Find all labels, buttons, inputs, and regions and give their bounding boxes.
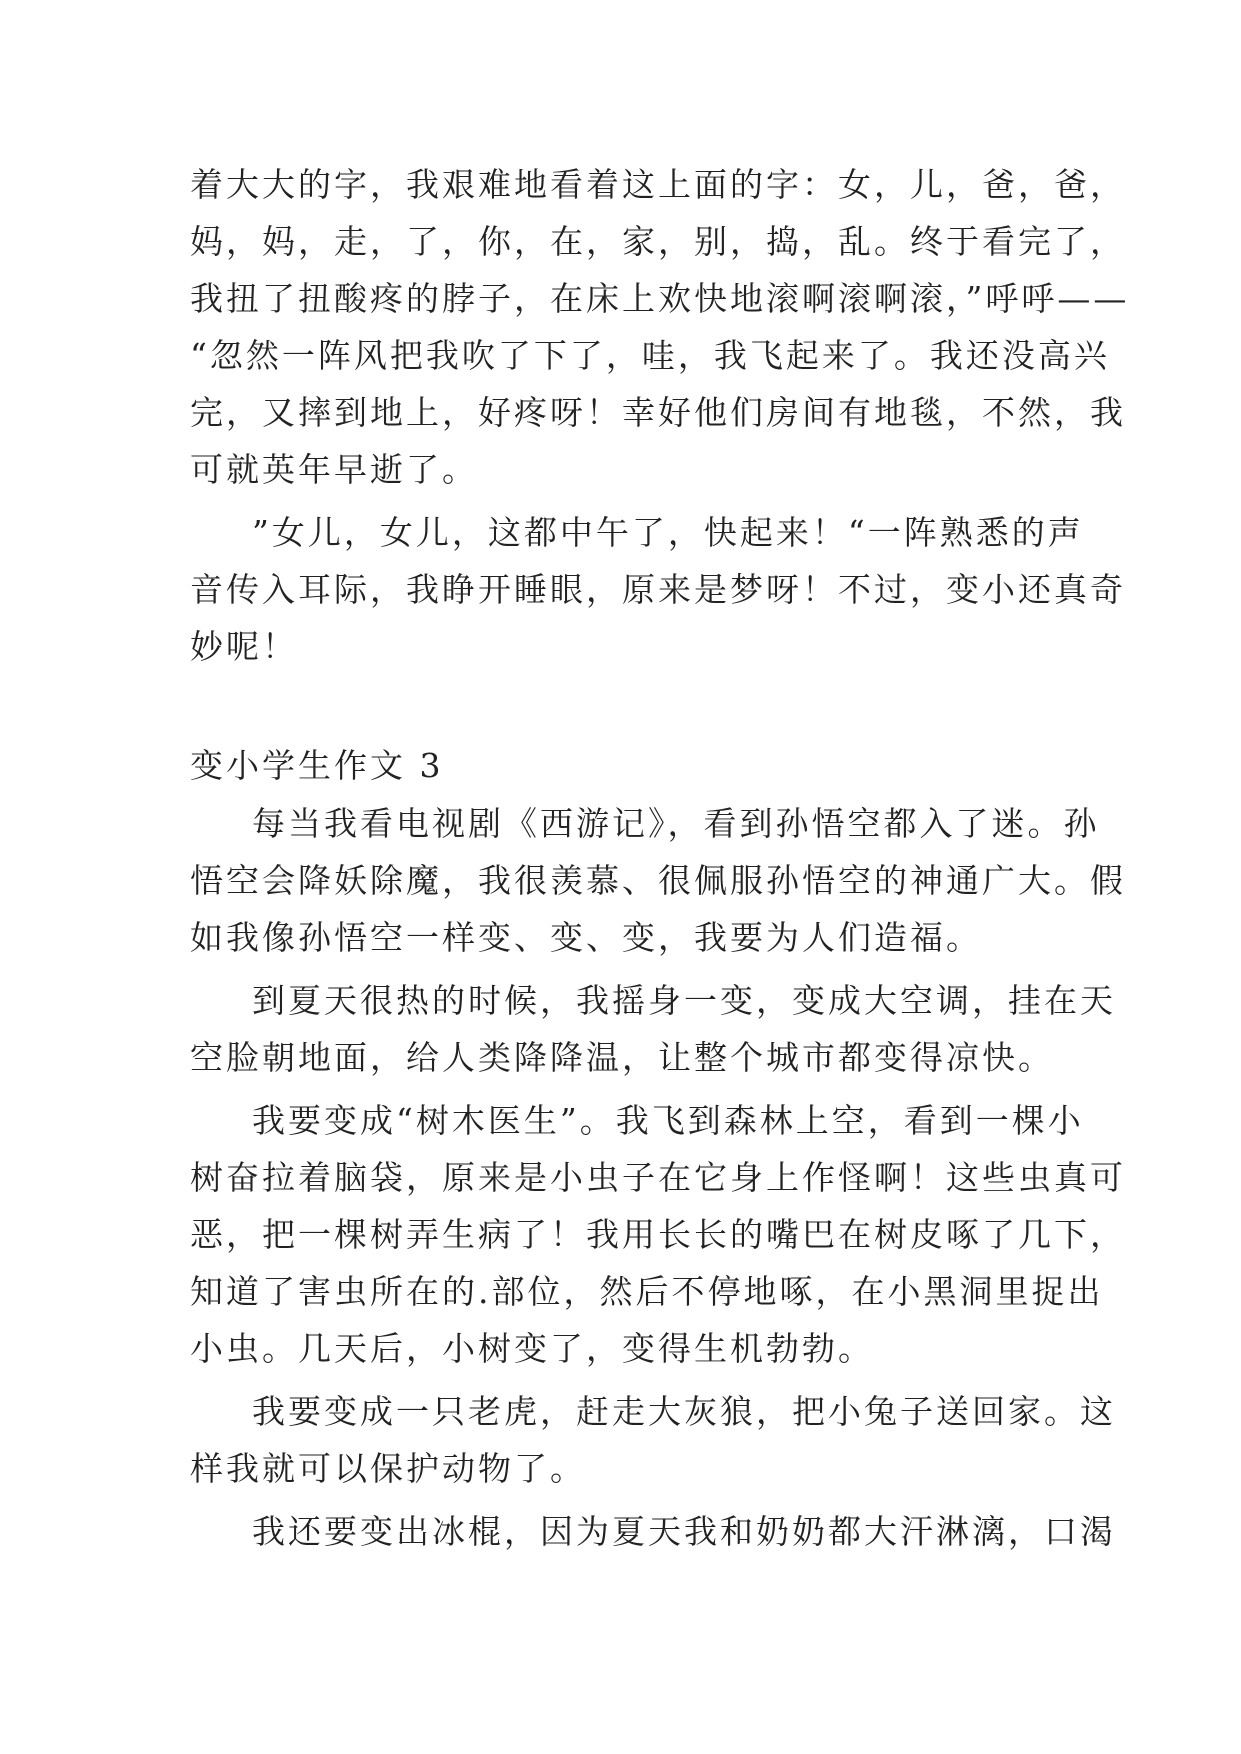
text-line: ”女儿，女儿，这都中午了，快起来！“一阵熟悉的声 [252,513,1084,552]
section-heading: 变小学生作文 3 [190,746,444,785]
text-line: 我还要变出冰棍，因为夏天我和奶奶都大汗淋漓，口渴 [252,1512,1116,1551]
text-line: 如我像孙悟空一样变、变、变，我要为人们造福。 [190,918,982,957]
text-line: 我要变成“树木医生”。我飞到森林上空，看到一棵小 [252,1101,1084,1140]
text-line: 着大大的字，我艰难地看着这上面的字：女，儿，爸，爸， [190,165,1126,204]
text-line: “忽然一阵风把我吹了下了，哇，我飞起来了。我还没高兴 [190,336,1110,375]
text-line: 音传入耳际，我睁开睡眼，原来是梦呀！不过，变小还真奇 [190,570,1126,609]
text-line: 小虫。几天后，小树变了，变得生机勃勃。 [190,1329,874,1368]
text-line: 知道了害虫所在的.部位，然后不停地啄，在小黑洞里捉出 [190,1272,1104,1311]
text-line: 妈，妈，走，了，你，在，家，别，捣，乱。终于看完了， [190,222,1126,261]
text-line: 完，又摔到地上，好疼呀！幸好他们房间有地毯，不然，我 [190,393,1126,432]
text-line: 样我就可以保护动物了。 [190,1449,586,1488]
text-line: 我要变成一只老虎，赶走大灰狼，把小兔子送回家。这 [252,1392,1116,1431]
text-line: 我扭了扭酸疼的脖子，在床上欢快地滚啊滚啊滚，”呼呼—— [190,279,1130,318]
text-line: 恶，把一棵树弄生病了！我用长长的嘴巴在树皮啄了几下， [190,1215,1126,1254]
text-line: 悟空会降妖除魔，我很羡慕、很佩服孙悟空的神通广大。假 [190,861,1126,900]
text-line: 空脸朝地面，给人类降降温，让整个城市都变得凉快。 [190,1038,1054,1077]
text-line: 妙呢！ [190,627,298,666]
text-line: 到夏天很热的时候，我摇身一变，变成大空调，挂在天 [252,981,1116,1020]
text-line: 每当我看电视剧《西游记》，看到孙悟空都入了迷。孙 [252,804,1100,843]
text-line: 可就英年早逝了。 [190,450,478,489]
text-line: 树奋拉着脑袋，原来是小虫子在它身上作怪啊！这些虫真可 [190,1158,1126,1197]
